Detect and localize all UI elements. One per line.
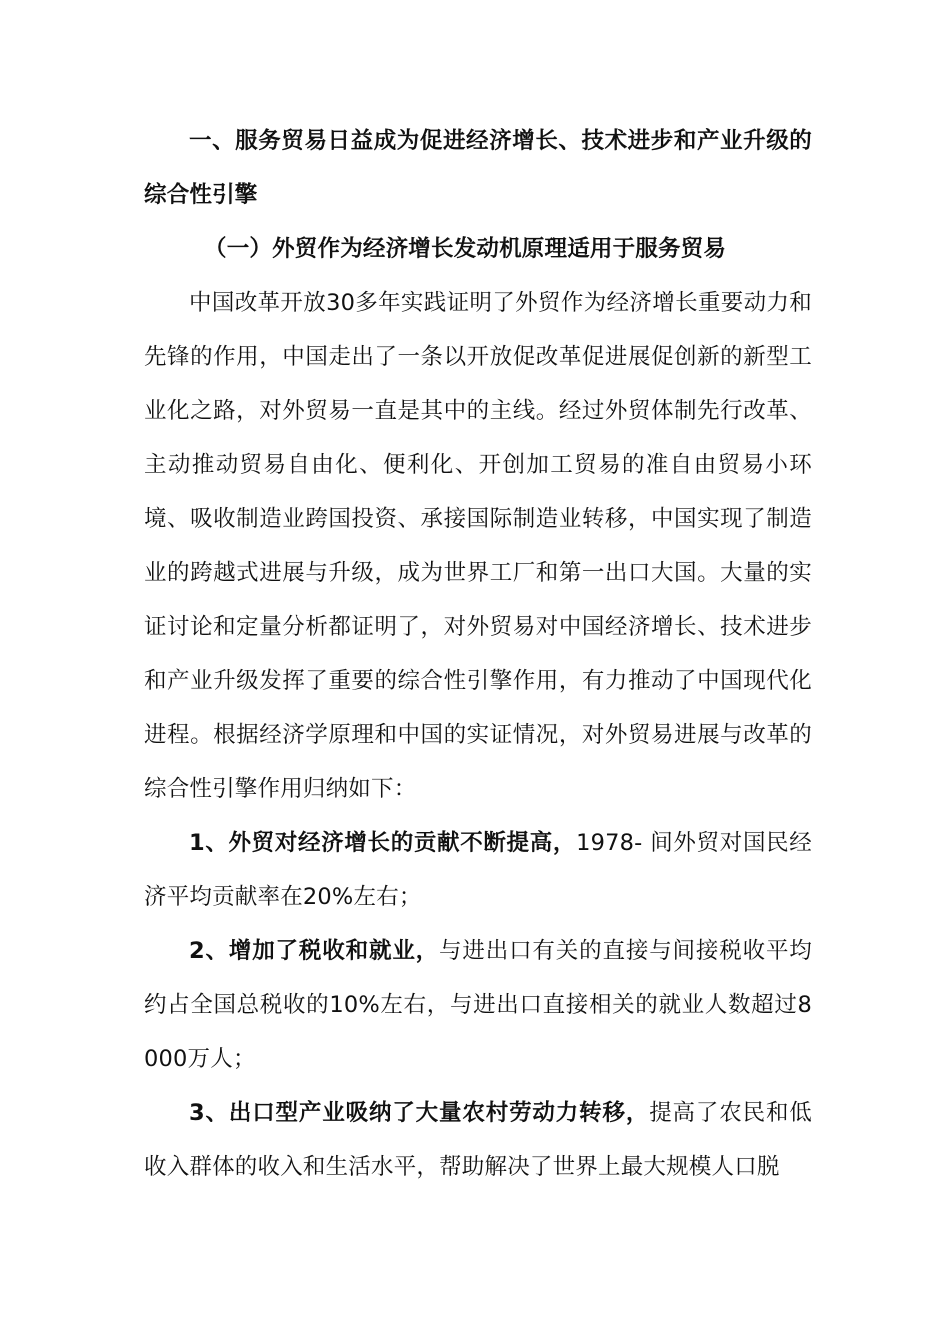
list-item-lead: 3、出口型产业吸纳了大量农村劳动力转移，	[189, 1100, 650, 1126]
list-item-text: 与进出口有关的直接与间接税收平均约占全国总税收的10%左右，与进出口直接相关的就业人数超过8000万人；	[144, 938, 813, 1072]
subsection-heading: （一）外贸作为经济增长发动机原理适用于服务贸易	[204, 236, 727, 262]
list-item	[144, 1086, 812, 1194]
section-heading: 一、服务贸易日益成为促进经济增长、技术进步和产业升级的综合性引擎	[144, 128, 812, 208]
list-item	[144, 816, 812, 924]
list-item-lead: 2、增加了税收和就业，	[189, 938, 440, 964]
list-item-text: 1978- 间外贸对国民经济平均贡献率在20%左右；	[144, 830, 812, 910]
list-item-text: 提高了农民和低收入群体的收入和生活水平，帮助解决了世界上最大规模人口脱	[144, 1100, 812, 1180]
list-item-lead: 1、外贸对经济增长的贡献不断提高，	[189, 830, 577, 856]
intro-paragraph: 中国改革开放30多年实践证明了外贸作为经济增长重要动力和先锋的作用，中国走出了一条以开放促改革促进展促创新的新型工业化之路，对外贸易一直是其中的主线。经过外贸体制先行改革、主动推动贸易自由化、便利化、开创加工贸易的准自由贸易小环境、吸收制造业跨国投资、承接国际制造业转移，中国实现了制造业的跨越式进展与升级，成为世界工厂和第一出口大国。大量的实证讨论和定量分析都证明了，对外贸易对中国经济增长、技术进步和产业升级发挥了重要的综合性引擎作用，有力推动了中国现代化进程。根据经济学原理和中国的实证情况，对外贸易进展与改革的综合性引擎作用归纳如下：	[144, 290, 812, 802]
document-body	[144, 114, 812, 1194]
list-item	[144, 924, 812, 1086]
